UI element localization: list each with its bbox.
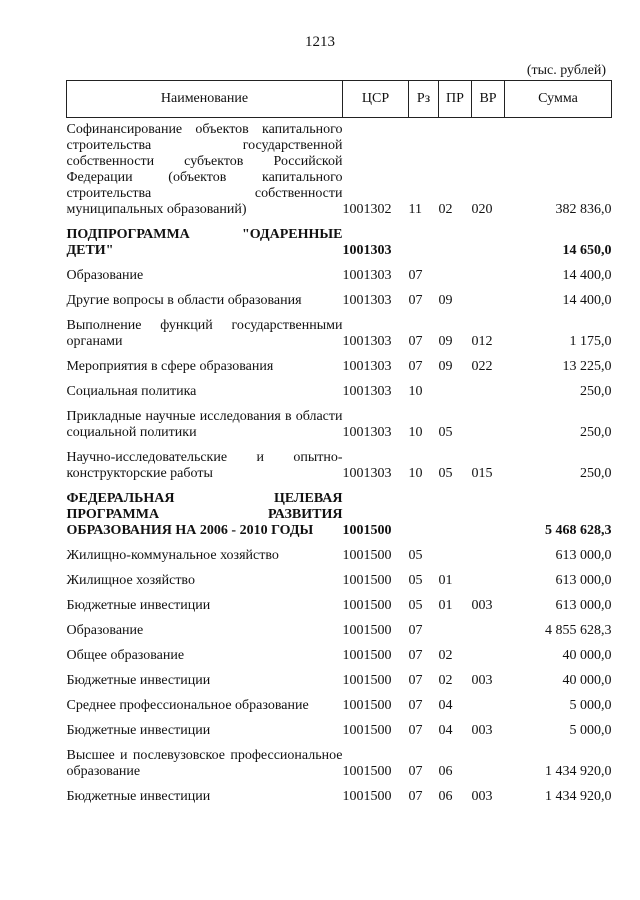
cell-name: Бюджетные инвестиции (66, 789, 211, 804)
cell-rz (409, 222, 439, 263)
cell-name: Высшее и послевузовское профессиональное образование (66, 748, 343, 779)
cell-sum: 250,0 (580, 425, 612, 440)
cell-rz: 10 (408, 384, 423, 399)
table-row (67, 718, 612, 743)
table-row (67, 693, 612, 718)
cell-rz: 07 (408, 359, 423, 374)
cell-rz: 07 (408, 789, 423, 804)
cell-sum: 40 000,0 (562, 648, 612, 663)
table-row (67, 593, 612, 618)
cell-pr: 09 (438, 359, 453, 374)
cell-name: Научно-исследовательские и опытно-конструкторские работы (66, 450, 343, 481)
cell-pr: 04 (438, 698, 453, 713)
cell-vr (472, 404, 505, 445)
cell-name: Бюджетные инвестиции (66, 598, 211, 613)
cell-vr (472, 618, 505, 643)
cell-sum: 1 434 920,0 (545, 789, 612, 804)
cell-sum: 14 650,0 (562, 243, 612, 258)
cell-pr: 04 (438, 723, 453, 738)
cell-rz: 05 (408, 573, 423, 588)
table-row (67, 543, 612, 568)
cell-vr (472, 543, 505, 568)
cell-rz: 05 (408, 598, 423, 613)
header-csr: ЦСР (343, 81, 409, 118)
cell-csr: 1001303 (342, 466, 392, 481)
cell-pr: 09 (438, 334, 453, 349)
table-row (67, 743, 612, 784)
cell-pr (439, 222, 472, 263)
cell-rz: 07 (408, 764, 423, 779)
cell-csr: 1001303 (342, 384, 392, 399)
cell-csr: 1001500 (342, 723, 392, 738)
cell-sum: 1 175,0 (569, 334, 612, 349)
cell-vr (472, 568, 505, 593)
cell-rz: 07 (408, 334, 423, 349)
cell-rz: 07 (408, 673, 423, 688)
cell-pr (439, 543, 472, 568)
table-body (67, 118, 612, 810)
table-row (67, 118, 612, 223)
units-label: (тыс. рублей) (526, 63, 606, 78)
cell-pr (439, 263, 472, 288)
cell-csr: 1001500 (342, 648, 392, 663)
table-row (67, 618, 612, 643)
cell-csr: 1001500 (342, 548, 392, 563)
cell-name: Жилищно-коммунальное хозяйство (66, 548, 279, 563)
cell-vr (472, 693, 505, 718)
table-row (67, 222, 612, 263)
cell-name: Среднее профессиональное образование (66, 698, 309, 713)
cell-rz: 07 (408, 698, 423, 713)
cell-rz: 07 (408, 723, 423, 738)
table-row (67, 568, 612, 593)
cell-vr: 022 (471, 359, 493, 374)
table-row (67, 379, 612, 404)
cell-pr: 01 (438, 598, 453, 613)
cell-vr (472, 379, 505, 404)
cell-vr: 003 (471, 598, 493, 613)
cell-pr (439, 379, 472, 404)
table-row (67, 354, 612, 379)
cell-pr: 02 (438, 202, 453, 217)
cell-pr: 06 (438, 789, 453, 804)
cell-name: ПОДПРОГРАММА "ОДАРЕННЫЕ ДЕТИ" (66, 227, 343, 258)
cell-sum: 14 400,0 (562, 293, 612, 308)
cell-vr: 003 (471, 789, 493, 804)
table-row (67, 643, 612, 668)
table-row (67, 445, 612, 486)
cell-sum: 14 400,0 (562, 268, 612, 283)
cell-vr (472, 643, 505, 668)
cell-sum: 250,0 (580, 466, 612, 481)
cell-csr: 1001303 (342, 425, 392, 440)
cell-sum: 613 000,0 (555, 548, 612, 563)
cell-rz: 07 (408, 293, 423, 308)
cell-csr: 1001500 (342, 673, 392, 688)
cell-rz: 10 (408, 466, 423, 481)
cell-sum: 1 434 920,0 (545, 764, 612, 779)
table-row (67, 313, 612, 354)
cell-sum: 382 836,0 (555, 202, 612, 217)
cell-rz (409, 486, 439, 543)
cell-csr: 1001500 (342, 698, 392, 713)
page-number: 1213 (305, 34, 335, 50)
cell-name: Выполнение функций государственными органами (66, 318, 343, 349)
cell-csr: 1001303 (342, 268, 392, 283)
cell-sum: 4 855 628,3 (545, 623, 612, 638)
cell-sum: 13 225,0 (562, 359, 612, 374)
cell-rz: 10 (408, 425, 423, 440)
cell-pr: 06 (438, 764, 453, 779)
cell-pr: 02 (438, 673, 453, 688)
header-name: Наименование (67, 81, 343, 118)
cell-csr: 1001500 (342, 598, 392, 613)
cell-csr: 1001303 (342, 293, 392, 308)
cell-csr: 1001500 (342, 623, 392, 638)
table-row (67, 288, 612, 313)
cell-name: Общее образование (66, 648, 185, 663)
header-pr: ПР (439, 81, 472, 118)
cell-name: Жилищное хозяйство (66, 573, 195, 588)
cell-sum: 5 000,0 (569, 698, 612, 713)
cell-sum: 613 000,0 (555, 573, 612, 588)
cell-csr: 1001500 (342, 573, 392, 588)
cell-sum: 250,0 (580, 384, 612, 399)
cell-name: Мероприятия в сфере образования (66, 359, 274, 374)
cell-rz: 07 (408, 648, 423, 663)
cell-csr: 1001303 (342, 243, 392, 258)
cell-sum: 613 000,0 (555, 598, 612, 613)
header-sum: Сумма (505, 81, 612, 118)
cell-name: Образование (66, 623, 144, 638)
cell-name: Образование (66, 268, 144, 283)
cell-csr: 1001500 (342, 789, 392, 804)
cell-vr (472, 222, 505, 263)
cell-vr: 015 (471, 466, 493, 481)
cell-sum: 5 000,0 (569, 723, 612, 738)
table-row (67, 486, 612, 543)
cell-pr (439, 618, 472, 643)
cell-rz: 11 (408, 202, 422, 217)
cell-name: Другие вопросы в области образования (66, 293, 302, 308)
table-row (67, 668, 612, 693)
cell-pr: 09 (438, 293, 453, 308)
cell-csr: 1001303 (342, 334, 392, 349)
cell-vr: 020 (471, 202, 493, 217)
cell-csr: 1001303 (342, 359, 392, 374)
header-vr: ВР (472, 81, 505, 118)
table-row (67, 404, 612, 445)
table-row (67, 784, 612, 809)
cell-vr (472, 263, 505, 288)
cell-csr: 1001500 (342, 523, 392, 538)
cell-pr (439, 486, 472, 543)
cell-name: ФЕДЕРАЛЬНАЯ ЦЕЛЕВАЯ ПРОГРАММА РАЗВИТИЯ ОБРАЗОВАНИЯ НА 2006 - 2010 ГОДЫ (66, 491, 343, 538)
cell-pr: 02 (438, 648, 453, 663)
cell-vr (472, 288, 505, 313)
cell-vr: 003 (471, 723, 493, 738)
cell-name: Бюджетные инвестиции (66, 673, 211, 688)
header-rz: Рз (409, 81, 439, 118)
cell-vr (472, 486, 505, 543)
cell-rz: 07 (408, 268, 423, 283)
cell-pr: 05 (438, 466, 453, 481)
cell-name: Бюджетные инвестиции (66, 723, 211, 738)
cell-pr: 05 (438, 425, 453, 440)
cell-rz: 07 (408, 623, 423, 638)
cell-sum: 5 468 628,3 (545, 523, 612, 538)
cell-rz: 05 (408, 548, 423, 563)
table-row (67, 263, 612, 288)
cell-name: Прикладные научные исследования в области социальной политики (66, 409, 343, 440)
cell-vr: 003 (471, 673, 493, 688)
table-header (67, 81, 612, 118)
cell-csr: 1001500 (342, 764, 392, 779)
cell-name: Софинансирование объектов капитального строительства государственной собственности субъектов Российской Федерации (объектов капитального строительства собственности муниципальных образований) (66, 122, 343, 217)
budget-table (66, 80, 612, 809)
cell-vr: 012 (471, 334, 493, 349)
cell-sum: 40 000,0 (562, 673, 612, 688)
cell-vr (472, 743, 505, 784)
cell-pr: 01 (438, 573, 453, 588)
cell-name: Социальная политика (66, 384, 197, 399)
cell-csr: 1001302 (342, 202, 392, 217)
